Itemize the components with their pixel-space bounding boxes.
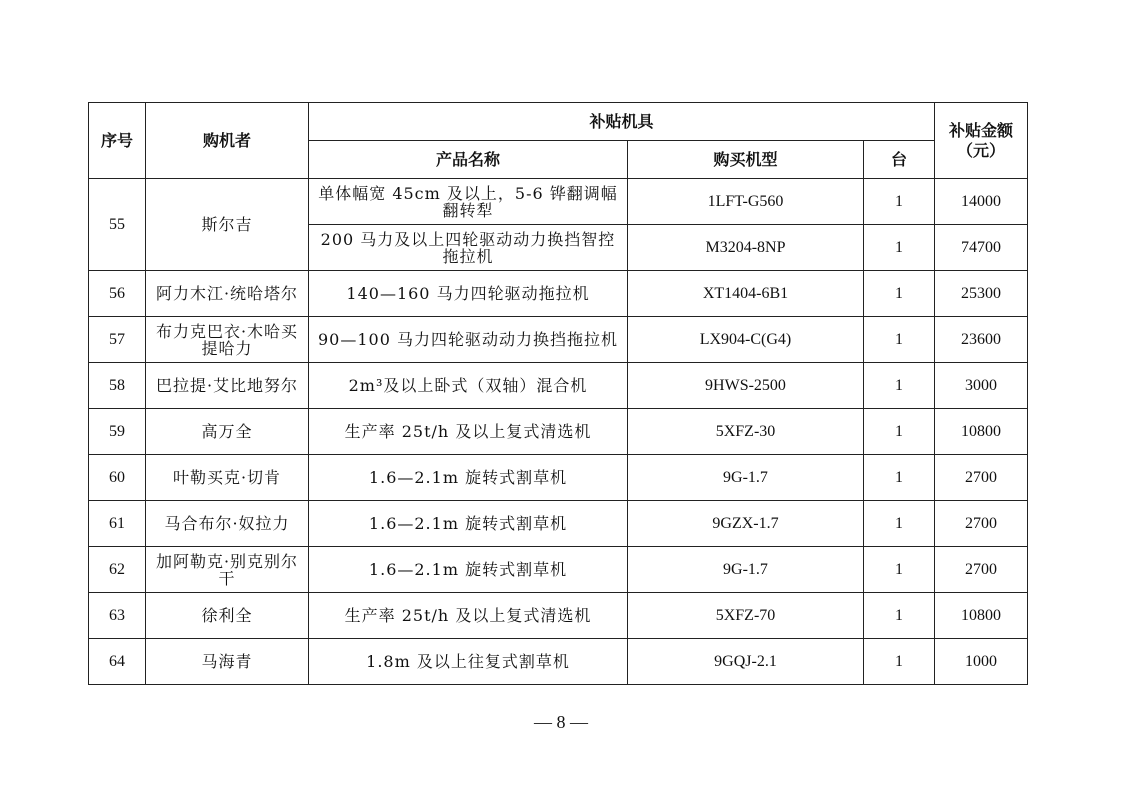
cell-seq: 56 xyxy=(89,271,146,317)
table-row xyxy=(89,593,1028,639)
cell-seq: 59 xyxy=(89,409,146,455)
header-quantity: 台 xyxy=(864,141,935,179)
cell-amount: 10800 xyxy=(935,409,1028,455)
cell-buyer: 斯尔吉 xyxy=(146,179,309,271)
header-machinery-group: 补贴机具 xyxy=(309,103,935,141)
header-model: 购买机型 xyxy=(628,141,864,179)
cell-amount: 2700 xyxy=(935,501,1028,547)
cell-buyer: 阿力木江·统哈塔尔 xyxy=(146,271,309,317)
table-row xyxy=(89,271,1028,317)
cell-quantity: 1 xyxy=(864,271,935,317)
cell-seq: 60 xyxy=(89,455,146,501)
cell-product-name: 2m³及以上卧式（双轴）混合机 xyxy=(309,363,628,409)
cell-model: M3204-8NP xyxy=(628,225,864,271)
cell-quantity: 1 xyxy=(864,409,935,455)
cell-buyer: 徐利全 xyxy=(146,593,309,639)
cell-model: 9GQJ-2.1 xyxy=(628,639,864,685)
cell-buyer: 马海青 xyxy=(146,639,309,685)
cell-amount: 2700 xyxy=(935,547,1028,593)
cell-seq: 55 xyxy=(89,179,146,271)
cell-quantity: 1 xyxy=(864,547,935,593)
header-amount: 补贴金额 （元） xyxy=(935,103,1028,179)
cell-product-name: 200 马力及以上四轮驱动动力换挡智控拖拉机 xyxy=(309,225,628,271)
cell-product-name: 140—160 马力四轮驱动拖拉机 xyxy=(309,271,628,317)
table-row xyxy=(89,317,1028,363)
cell-amount: 23600 xyxy=(935,317,1028,363)
cell-amount: 74700 xyxy=(935,225,1028,271)
page-number: — 8 — xyxy=(534,712,588,732)
cell-amount: 1000 xyxy=(935,639,1028,685)
cell-product-name: 1.8m 及以上往复式割草机 xyxy=(309,639,628,685)
cell-buyer: 加阿勒克·别克别尔干 xyxy=(146,547,309,593)
cell-product-name: 单体幅宽 45cm 及以上，5-6 铧翻调幅翻转犁 xyxy=(309,179,628,225)
cell-model: 5XFZ-30 xyxy=(628,409,864,455)
header-buyer: 购机者 xyxy=(146,103,309,179)
cell-product-name: 1.6—2.1m 旋转式割草机 xyxy=(309,501,628,547)
cell-quantity: 1 xyxy=(864,501,935,547)
cell-buyer: 马合布尔·奴拉力 xyxy=(146,501,309,547)
cell-quantity: 1 xyxy=(864,317,935,363)
cell-buyer: 布力克巴衣·木哈买提哈力 xyxy=(146,317,309,363)
cell-product-name: 1.6—2.1m 旋转式割草机 xyxy=(309,455,628,501)
cell-quantity: 1 xyxy=(864,593,935,639)
cell-buyer: 巴拉提·艾比地努尔 xyxy=(146,363,309,409)
cell-seq: 64 xyxy=(89,639,146,685)
cell-product-name: 生产率 25t/h 及以上复式清选机 xyxy=(309,593,628,639)
header-seq: 序号 xyxy=(89,103,146,179)
cell-product-name: 1.6—2.1m 旋转式割草机 xyxy=(309,547,628,593)
cell-model: 9GZX-1.7 xyxy=(628,501,864,547)
cell-amount: 25300 xyxy=(935,271,1028,317)
cell-seq: 61 xyxy=(89,501,146,547)
cell-model: 1LFT-G560 xyxy=(628,179,864,225)
cell-model: XT1404-6B1 xyxy=(628,271,864,317)
cell-model: 9G-1.7 xyxy=(628,547,864,593)
table-row xyxy=(89,501,1028,547)
cell-model: 9G-1.7 xyxy=(628,455,864,501)
cell-seq: 63 xyxy=(89,593,146,639)
cell-buyer: 叶勒买克·切肯 xyxy=(146,455,309,501)
header-product-name: 产品名称 xyxy=(309,141,628,179)
cell-model: LX904-C(G4) xyxy=(628,317,864,363)
table-row xyxy=(89,547,1028,593)
cell-quantity: 1 xyxy=(864,363,935,409)
cell-product-name: 生产率 25t/h 及以上复式清选机 xyxy=(309,409,628,455)
cell-product-name: 90—100 马力四轮驱动动力换挡拖拉机 xyxy=(309,317,628,363)
cell-amount: 10800 xyxy=(935,593,1028,639)
table-row xyxy=(89,409,1028,455)
table-row xyxy=(89,179,1028,225)
table-header xyxy=(89,103,1028,179)
cell-quantity: 1 xyxy=(864,455,935,501)
cell-buyer: 高万全 xyxy=(146,409,309,455)
cell-quantity: 1 xyxy=(864,225,935,271)
table-row xyxy=(89,363,1028,409)
cell-amount: 14000 xyxy=(935,179,1028,225)
cell-quantity: 1 xyxy=(864,179,935,225)
cell-model: 9HWS-2500 xyxy=(628,363,864,409)
cell-quantity: 1 xyxy=(864,639,935,685)
table-row xyxy=(89,639,1028,685)
cell-amount: 2700 xyxy=(935,455,1028,501)
cell-model: 5XFZ-70 xyxy=(628,593,864,639)
cell-amount: 3000 xyxy=(935,363,1028,409)
table-body xyxy=(89,179,1028,685)
table-row xyxy=(89,455,1028,501)
cell-seq: 57 xyxy=(89,317,146,363)
cell-seq: 58 xyxy=(89,363,146,409)
subsidy-table xyxy=(88,102,1028,685)
cell-seq: 62 xyxy=(89,547,146,593)
